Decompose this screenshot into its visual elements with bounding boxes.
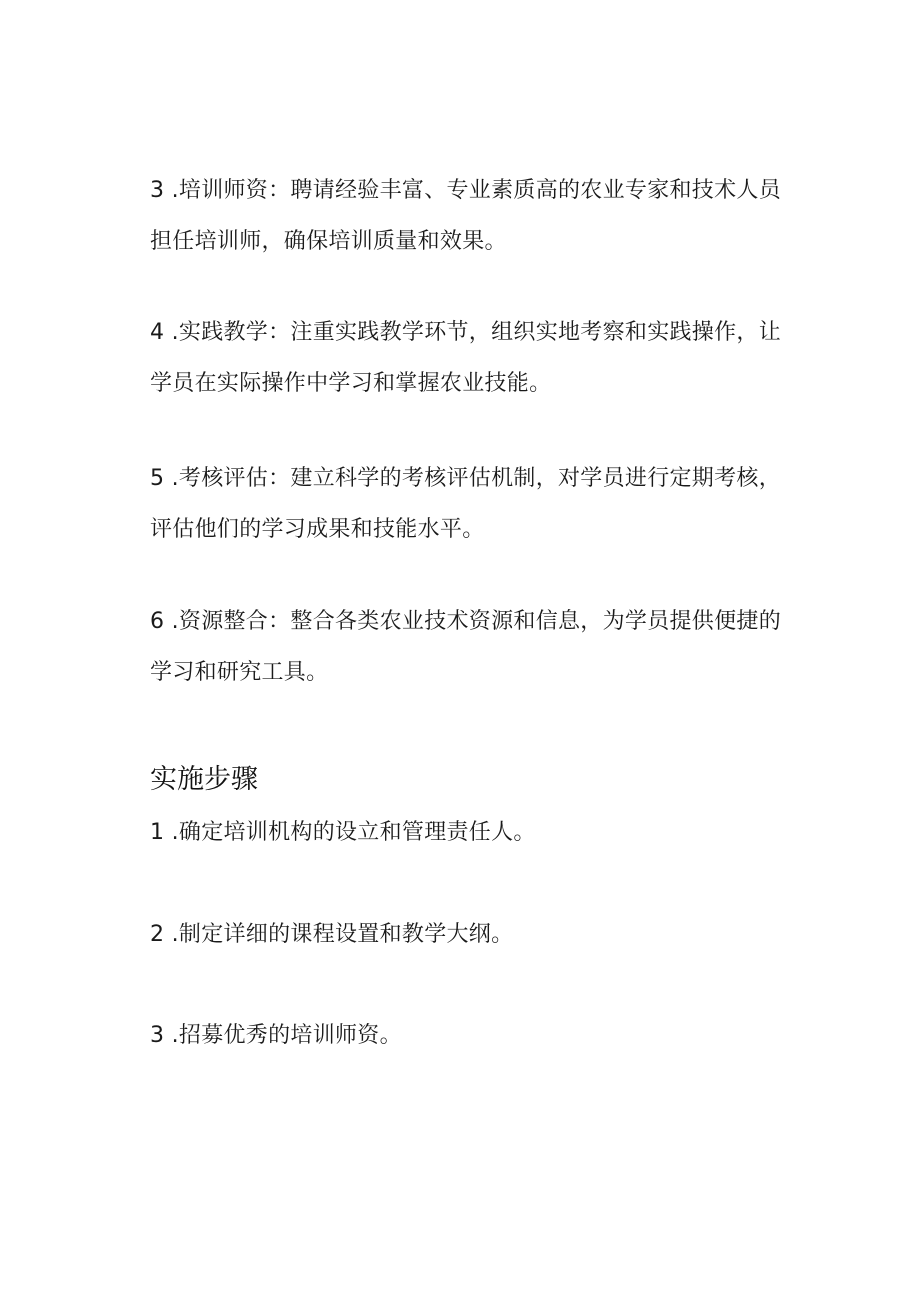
list-item-text: .考核评估：建立科学的考核评估机制，对学员进行定期考核， xyxy=(164,466,782,491)
step-item xyxy=(150,915,513,955)
list-item-first-line xyxy=(150,165,822,216)
step-number: 2 xyxy=(150,922,165,947)
list-item xyxy=(150,307,822,409)
step-number: 1 xyxy=(150,820,165,845)
list-item-continuation: 评估他们的学习成果和技能水平。 xyxy=(150,517,485,542)
step-text: .招募优秀的培训师资。 xyxy=(164,1023,402,1048)
list-item-number: 3 xyxy=(150,178,165,203)
step-item xyxy=(150,813,536,853)
list-item-first-line xyxy=(150,453,822,504)
list-item-text: .培训师资：聘请经验丰富、专业素质高的农业专家和技术人员 xyxy=(164,178,782,203)
section-title: 实施步骤 xyxy=(150,764,258,795)
step-text: .确定培训机构的设立和管理责任人。 xyxy=(164,820,536,845)
list-item-continuation: 学员在实际操作中学习和掌握农业技能。 xyxy=(150,371,552,396)
list-item-number: 5 xyxy=(150,466,165,491)
list-item-continuation: 学习和研究工具。 xyxy=(150,660,329,685)
list-item-number: 4 xyxy=(150,320,165,345)
list-item-continuation: 担任培训师，确保培训质量和效果。 xyxy=(150,229,507,254)
step-number: 3 xyxy=(150,1023,165,1048)
step-text: .制定详细的课程设置和教学大纲。 xyxy=(164,922,514,947)
list-item-first-line xyxy=(150,307,822,358)
list-item-first-line xyxy=(150,596,822,647)
step-item xyxy=(150,1016,402,1056)
list-item xyxy=(150,165,822,267)
list-item-text: .资源整合：整合各类农业技术资源和信息，为学员提供便捷的 xyxy=(164,609,782,634)
list-item xyxy=(150,596,822,698)
list-item-text: .实践教学：注重实践教学环节，组织实地考察和实践操作，让 xyxy=(164,320,782,345)
list-item xyxy=(150,453,822,555)
list-item-number: 6 xyxy=(150,609,165,634)
